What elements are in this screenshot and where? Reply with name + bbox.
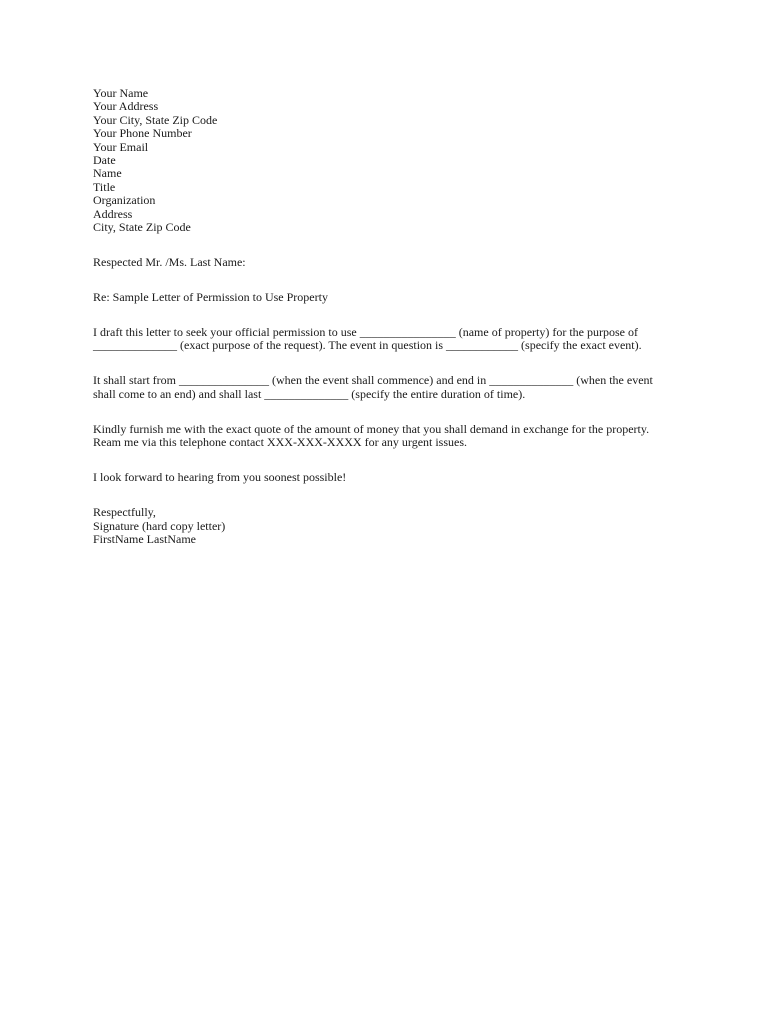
paragraph-line: ______________ (exact purpose of the request). The event in question is ____________ (specify the exact event). bbox=[93, 338, 642, 353]
salutation-text: Respected Mr. /Ms. Last Name: bbox=[93, 255, 246, 270]
address-block bbox=[93, 87, 693, 234]
address-line: Title bbox=[93, 179, 116, 194]
paragraph-line: It shall start from _______________ (when the event shall commence) and end in ______________ (when the event bbox=[93, 373, 653, 388]
paragraph-duration bbox=[93, 374, 693, 401]
address-line: Date bbox=[93, 153, 116, 168]
closing-line: FirstName LastName bbox=[93, 532, 196, 547]
address-line: Your Phone Number bbox=[93, 126, 192, 141]
address-line: City, State Zip Code bbox=[93, 220, 191, 235]
paragraph-line: Ream me via this telephone contact XXX-XXX-XXXX for any urgent issues. bbox=[93, 435, 468, 450]
address-line: Your Email bbox=[93, 139, 149, 154]
paragraph-quote bbox=[93, 423, 693, 450]
paragraph-closing-remark bbox=[93, 471, 693, 484]
address-line: Organization bbox=[93, 193, 156, 208]
paragraph-request bbox=[93, 326, 693, 353]
address-line: Your Name bbox=[93, 86, 149, 100]
address-line: Your Address bbox=[93, 99, 159, 114]
letter bbox=[93, 87, 693, 547]
signature-block bbox=[93, 506, 693, 546]
subject-line bbox=[93, 291, 693, 304]
subject-text: Re: Sample Letter of Permission to Use Property bbox=[93, 290, 328, 305]
address-line: Address bbox=[93, 206, 133, 221]
paragraph-line: shall come to an end) and shall last ______________ (specify the entire duration of time). bbox=[93, 386, 526, 401]
salutation bbox=[93, 256, 693, 269]
closing-line: Signature (hard copy letter) bbox=[93, 518, 226, 533]
address-line: Name bbox=[93, 166, 122, 181]
paragraph-line: Kindly furnish me with the exact quote of the amount of money that you shall demand in exchange for the property. bbox=[93, 421, 650, 436]
paragraph-line: I draft this letter to seek your official permission to use ________________ (name of property) for the purpose of bbox=[93, 325, 638, 340]
paragraph-line: I look forward to hearing from you soonest possible! bbox=[93, 470, 347, 485]
address-line: Your City, State Zip Code bbox=[93, 112, 218, 127]
closing-line: Respectfully, bbox=[93, 505, 156, 520]
